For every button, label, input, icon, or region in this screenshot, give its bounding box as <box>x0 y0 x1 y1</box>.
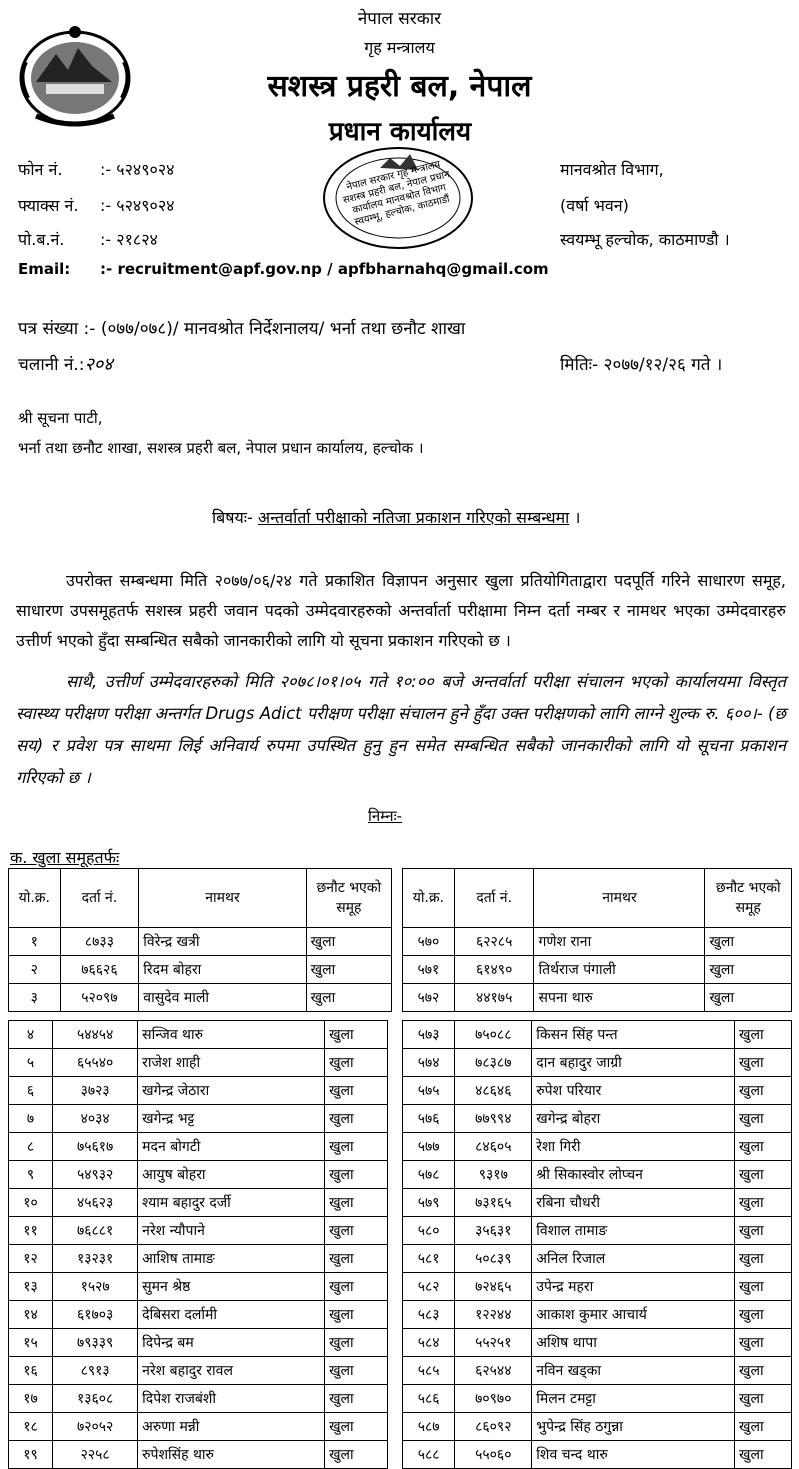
serial-cell: ५८७ <box>403 1413 455 1441</box>
serial-cell: ५७५ <box>403 1077 455 1105</box>
name-cell: रुपेश परियार <box>532 1077 735 1105</box>
group-cell: खुला <box>325 1329 388 1357</box>
reg-no-cell: ७५६१७ <box>53 1133 138 1161</box>
reg-no-cell: ६२५४४ <box>455 1357 532 1385</box>
name-cell: नविन खड्का <box>532 1357 735 1385</box>
name-cell: श्री सिकास्वोर लोप्चन <box>532 1161 735 1189</box>
name-cell: दिपेश राजबंशी <box>138 1385 325 1413</box>
table-row <box>403 1133 792 1161</box>
serial-cell: ६ <box>9 1077 53 1105</box>
reg-no-cell: ७२४६५ <box>455 1273 532 1301</box>
reg-no-cell: १२२४४ <box>455 1301 532 1329</box>
reg-no-cell: ४८६४६ <box>455 1077 532 1105</box>
serial-cell: ३ <box>9 984 61 1012</box>
col-serial: यो.क्र. <box>403 869 455 928</box>
seal-text: नेपाल सरकार गृह मन्त्रालय सशस्त्र प्रहरी बल, नेपाल प्रधान कार्यालय मानवश्रोत विभाग स्वयम्भू, हल्चोक, काठमाडौं <box>341 159 451 229</box>
table-row <box>9 1133 388 1161</box>
group-cell: खुला <box>325 1105 388 1133</box>
table-row <box>403 928 792 956</box>
group-cell: खुला <box>325 1301 388 1329</box>
subject-text: अन्तर्वार्ता परीक्षाको नतिजा प्रकाशन गरिएको सम्बन्धमा <box>257 508 570 527</box>
group-cell: खुला <box>325 1049 388 1077</box>
group-cell: खुला <box>325 1273 388 1301</box>
serial-cell: ५७१ <box>403 956 455 984</box>
phone-line <box>18 158 175 180</box>
reg-no-cell: ७९३३९ <box>53 1329 138 1357</box>
serial-cell: १६ <box>9 1357 53 1385</box>
serial-cell: १७ <box>9 1385 53 1413</box>
group-cell: खुला <box>325 1077 388 1105</box>
reg-no-cell: ७५०८८ <box>455 1021 532 1049</box>
group-cell: खुला <box>735 1077 792 1105</box>
fax-line <box>18 194 175 216</box>
email-label: Email: <box>18 260 71 278</box>
reg-no-cell: ७२०५२ <box>53 1413 138 1441</box>
serial-cell: १ <box>9 928 61 956</box>
serial-cell: ५८८ <box>403 1441 455 1469</box>
name-cell: विशाल तामाङ <box>532 1217 735 1245</box>
recipient-line1: श्री सूचना पाटी, <box>18 409 103 427</box>
table-row <box>403 1245 792 1273</box>
group-cell: खुला <box>306 984 391 1012</box>
group-cell: खुला <box>306 956 391 984</box>
serial-cell: ५८० <box>403 1217 455 1245</box>
reg-no-cell: १३२३१ <box>53 1245 138 1273</box>
reg-no-cell: ४०३४ <box>53 1105 138 1133</box>
col-serial: यो.क्र. <box>9 869 61 928</box>
email-line <box>18 260 549 278</box>
phone-number: :- ५२४९०२४ <box>100 160 175 179</box>
serial-cell: ९ <box>9 1161 53 1189</box>
group-cell: खुला <box>325 1217 388 1245</box>
reg-no-cell: ५५०६० <box>455 1441 532 1469</box>
serial-cell: ५७७ <box>403 1133 455 1161</box>
table-row <box>9 1189 388 1217</box>
name-cell: नरेश न्यौपाने <box>138 1217 325 1245</box>
name-cell: श्याम बहादुर दर्जी <box>138 1189 325 1217</box>
results-table-right-bottom <box>402 1020 792 1469</box>
table-row <box>9 1413 388 1441</box>
serial-cell: ५८४ <box>403 1329 455 1357</box>
group-cell: खुला <box>325 1133 388 1161</box>
results-table-right-top <box>402 868 792 1012</box>
name-cell: नरेश बहादुर रावल <box>138 1357 325 1385</box>
serial-cell: ५७८ <box>403 1161 455 1189</box>
reg-no-cell: ३७२३ <box>53 1077 138 1105</box>
table-row <box>403 1049 792 1077</box>
group-cell: खुला <box>735 1273 792 1301</box>
serial-cell: १८ <box>9 1413 53 1441</box>
group-cell: खुला <box>735 1385 792 1413</box>
name-cell: आशिष तामाङ <box>138 1245 325 1273</box>
letter-date: मितिः- २०७७/१२/२६ गते । <box>560 355 723 375</box>
dept-building: (वर्षा भवन) <box>560 196 629 215</box>
section-title: क. खुला समूहतर्फः <box>10 848 120 867</box>
group-cell: खुला <box>735 1301 792 1329</box>
name-cell: उपेन्द्र महरा <box>532 1273 735 1301</box>
reg-no-cell: २२५८ <box>53 1441 138 1469</box>
table-row <box>9 928 392 956</box>
name-cell: मदन बोगटी <box>138 1133 325 1161</box>
reg-no-cell: ७०९७० <box>455 1385 532 1413</box>
serial-cell: १५ <box>9 1329 53 1357</box>
name-cell: किसन सिंह पन्त <box>532 1021 735 1049</box>
reg-no-cell: ४५६२३ <box>53 1189 138 1217</box>
name-cell: आयुष बोहरा <box>138 1161 325 1189</box>
govt-name: नेपाल सरकार <box>357 9 442 29</box>
email-address[interactable]: :- recruitment@apf.gov.np / apfbharnahq@gmail.com <box>100 260 549 278</box>
name-cell: रबिना चौधरी <box>532 1189 735 1217</box>
col-group: छनौट भएको समूह <box>705 869 792 928</box>
table-row <box>403 1301 792 1329</box>
table-row <box>9 1021 388 1049</box>
table-row <box>9 1301 388 1329</box>
group-cell: खुला <box>705 956 792 984</box>
serial-cell: १२ <box>9 1245 53 1273</box>
pobox-label: पो.ब.नं. <box>18 230 65 249</box>
serial-cell: १४ <box>9 1301 53 1329</box>
table-row <box>403 984 792 1012</box>
group-cell: खुला <box>735 1049 792 1077</box>
table-row <box>9 1245 388 1273</box>
serial-cell: ५८१ <box>403 1245 455 1273</box>
group-cell: खुला <box>735 1189 792 1217</box>
table-row <box>403 1077 792 1105</box>
group-cell: खुला <box>735 1329 792 1357</box>
table-row <box>9 984 392 1012</box>
group-cell: खुला <box>705 984 792 1012</box>
fax-label: फ्याक्स नं. <box>18 196 79 215</box>
name-cell: आकाश कुमार आचार्य <box>532 1301 735 1329</box>
name-cell: अशिष थापा <box>532 1329 735 1357</box>
col-reg-no: दर्ता नं. <box>60 869 139 928</box>
name-cell: सुमन श्रेष्ठ <box>138 1273 325 1301</box>
reg-no-cell: १५२७ <box>53 1273 138 1301</box>
dispatch-line <box>18 352 113 376</box>
group-cell: खुला <box>735 1021 792 1049</box>
following-label: निम्नः- <box>368 807 403 825</box>
reg-no-cell: ३५६३१ <box>455 1217 532 1245</box>
group-cell: खुला <box>735 1357 792 1385</box>
table-row <box>403 1329 792 1357</box>
serial-cell: ११ <box>9 1217 53 1245</box>
results-table-left-bottom <box>8 1020 388 1469</box>
serial-cell: ५७९ <box>403 1189 455 1217</box>
name-cell: अरुणा मन्नी <box>138 1413 325 1441</box>
name-cell: खगेन्द्र भट्ट <box>138 1105 325 1133</box>
serial-cell: १० <box>9 1189 53 1217</box>
body-paragraph-1: उपरोक्त सम्बन्धमा मिति २०७७/०६/२४ गते प्रकाशित विज्ञापन अनुसार खुला प्रतियोगिताद्वारा पदपूर्ति गरिने साधारण समूह, साधारण उपसमूहतर्फ सशस्त्र प्रहरी जवान पदको उम्मेदवारहरुको अन्तर्वार्ता परीक्षामा निम्न दर्ता नम्बर र नामथर भएका उम्मेदवारहरु उत्तीर्ण भएको हुँदा सम्बन्धित सबैको जानकारीको लागि यो सूचना प्रकाशन गरिएको छ । <box>16 571 786 650</box>
subject-line <box>212 506 580 528</box>
reg-no-cell: ७७९९४ <box>455 1105 532 1133</box>
name-cell: राजेश शाही <box>138 1049 325 1077</box>
reg-no-cell: ८४६०५ <box>455 1133 532 1161</box>
name-cell: तिर्थराज पंगाली <box>534 956 705 984</box>
group-cell: खुला <box>325 1189 388 1217</box>
serial-cell: ७ <box>9 1105 53 1133</box>
table-row <box>403 1385 792 1413</box>
dispatch-number: २०४ <box>84 354 113 375</box>
name-cell: दान बहादुर जाग्री <box>532 1049 735 1077</box>
col-reg-no: दर्ता नं. <box>454 869 534 928</box>
table-row <box>403 1217 792 1245</box>
table-row <box>9 1385 388 1413</box>
table-row <box>403 956 792 984</box>
results-table-left-top <box>8 868 392 1012</box>
group-cell: खुला <box>735 1413 792 1441</box>
table-row <box>403 1021 792 1049</box>
group-cell: खुला <box>735 1245 792 1273</box>
reg-no-cell: ७६६२६ <box>60 956 139 984</box>
reg-no-cell: ९३१७ <box>455 1161 532 1189</box>
reg-no-cell: ५४९३२ <box>53 1161 138 1189</box>
nepal-emblem-icon <box>16 22 134 128</box>
table-row <box>9 1217 388 1245</box>
name-cell: खगेन्द्र जेठारा <box>138 1077 325 1105</box>
reg-no-cell: ६१४९० <box>454 956 534 984</box>
name-cell: खगेन्द्र बोहरा <box>532 1105 735 1133</box>
letter-number: पत्र संख्या :- (०७७/०७८)/ मानवश्रोत निर्देशनालय/ भर्ना तथा छनौट शाखा <box>18 319 466 339</box>
group-cell: खुला <box>306 928 391 956</box>
serial-cell: ५ <box>9 1049 53 1077</box>
name-cell: गणेश राना <box>534 928 705 956</box>
ministry-name: गृह मन्त्रालय <box>364 38 435 57</box>
serial-cell: ४ <box>9 1021 53 1049</box>
table-row <box>9 1441 388 1469</box>
serial-cell: ५७६ <box>403 1105 455 1133</box>
office-name: प्रधान कार्यालय <box>328 117 472 147</box>
reg-no-cell: ६१७०३ <box>53 1301 138 1329</box>
table-row <box>403 1105 792 1133</box>
reg-no-cell: ५०८३९ <box>455 1245 532 1273</box>
reg-no-cell: ७६८८१ <box>53 1217 138 1245</box>
reg-no-cell: ६२२८५ <box>454 928 534 956</box>
reg-no-cell: ८९१३ <box>53 1357 138 1385</box>
reg-no-cell: ७३१६५ <box>455 1189 532 1217</box>
serial-cell: ५७३ <box>403 1021 455 1049</box>
pobox-line <box>18 228 158 250</box>
col-group: छनौट भएको समूह <box>306 869 391 928</box>
group-cell: खुला <box>325 1021 388 1049</box>
serial-cell: ५८३ <box>403 1301 455 1329</box>
reg-no-cell: ८६०९२ <box>455 1413 532 1441</box>
group-cell: खुला <box>705 928 792 956</box>
table-row <box>9 1077 388 1105</box>
name-cell: रेशा गिरी <box>532 1133 735 1161</box>
serial-cell: ५८२ <box>403 1273 455 1301</box>
name-cell: सन्जिव थारु <box>138 1021 325 1049</box>
name-cell: सपना थारु <box>534 984 705 1012</box>
serial-cell: १९ <box>9 1441 53 1469</box>
reg-no-cell: ८७३३ <box>60 928 139 956</box>
serial-cell: ८ <box>9 1133 53 1161</box>
table-row <box>9 1049 388 1077</box>
serial-cell: १३ <box>9 1273 53 1301</box>
reg-no-cell: ५२०९७ <box>60 984 139 1012</box>
group-cell: खुला <box>325 1357 388 1385</box>
name-cell: अनिल रिजाल <box>532 1245 735 1273</box>
organization-name: सशस्त्र प्रहरी बल, नेपाल <box>267 69 532 104</box>
table-row <box>403 1189 792 1217</box>
group-cell: खुला <box>325 1385 388 1413</box>
recipient-line2: भर्ना तथा छनौट शाखा, सशस्त्र प्रहरी बल, नेपाल प्रधान कार्यालय, हल्चोक । <box>18 439 424 457</box>
table-row <box>9 1357 388 1385</box>
table-row <box>403 1161 792 1189</box>
table-row <box>9 1161 388 1189</box>
reg-no-cell: ७८३८७ <box>455 1049 532 1077</box>
body-paragraph-2: साथै, उत्तीर्ण उम्मेदवारहरुको मिति २०७८।०१।०५ गते १०:०० बजे अन्तर्वार्ता परीक्षा संचालन भएको कार्यालयमा विस्तृत स्वास्थ्य परीक्षण परीक्षा अन्तर्गत Drugs Adict परीक्षण परीक्षा संचालन हुने हुँदा उक्त परीक्षणको लागि लाग्ने शुल्क रु. ६००।- (छ सय) र प्रवेश पत्र साथमा लिई अनिवार्य रुपमा उपस्थित हुनु हुन समेत सम्बन्धित सबैको जानकारीको लागि यो सूचना प्रकाशन गरिएको छ । <box>16 672 786 787</box>
name-cell: शिव चन्द थारु <box>532 1441 735 1469</box>
dept-address: स्वयम्भू हल्चोक, काठमाण्डौ । <box>560 230 730 249</box>
name-cell: विरेन्द्र खत्री <box>139 928 306 956</box>
serial-cell: ५७२ <box>403 984 455 1012</box>
fax-number: :- ५२४९०२४ <box>100 196 175 215</box>
reg-no-cell: ६५५४० <box>53 1049 138 1077</box>
phone-label: फोन नं. <box>18 160 63 179</box>
name-cell: रुपेशसिंह थारु <box>138 1441 325 1469</box>
name-cell: रिदम बोहरा <box>139 956 306 984</box>
subject-end: । <box>569 508 581 527</box>
serial-cell: ५८६ <box>403 1385 455 1413</box>
col-name: नामथर <box>534 869 705 928</box>
group-cell: खुला <box>325 1161 388 1189</box>
group-cell: खुला <box>735 1161 792 1189</box>
reg-no-cell: ५४४५४ <box>53 1021 138 1049</box>
serial-cell: २ <box>9 956 61 984</box>
serial-cell: ५८५ <box>403 1357 455 1385</box>
table-row <box>403 1413 792 1441</box>
group-cell: खुला <box>735 1217 792 1245</box>
table-row <box>403 1441 792 1469</box>
name-cell: दिपेन्द्र बम <box>138 1329 325 1357</box>
table-row <box>9 1329 388 1357</box>
serial-cell: ५७४ <box>403 1049 455 1077</box>
serial-cell: ५७० <box>403 928 455 956</box>
subject-label: बिषयः- <box>212 508 258 527</box>
group-cell: खुला <box>735 1105 792 1133</box>
group-cell: खुला <box>325 1441 388 1469</box>
table-row <box>403 1273 792 1301</box>
reg-no-cell: ४४१७५ <box>454 984 534 1012</box>
reg-no-cell: १३६०८ <box>53 1385 138 1413</box>
office-seal <box>318 140 478 250</box>
table-row <box>9 956 392 984</box>
reg-no-cell: ५५२५१ <box>455 1329 532 1357</box>
dept-name: मानवश्रोत विभाग, <box>560 160 664 179</box>
group-cell: खुला <box>325 1245 388 1273</box>
table-row <box>9 1105 388 1133</box>
col-name: नामथर <box>139 869 306 928</box>
group-cell: खुला <box>735 1441 792 1469</box>
name-cell: देबिसरा दर्लामी <box>138 1301 325 1329</box>
pobox-number: :- २१८२४ <box>100 230 158 249</box>
name-cell: मिलन टमट्टा <box>532 1385 735 1413</box>
group-cell: खुला <box>325 1413 388 1441</box>
name-cell: भुपेन्द्र सिंह ठगुन्ना <box>532 1413 735 1441</box>
table-row <box>403 1357 792 1385</box>
dispatch-label: चलानी नं.: <box>18 355 85 375</box>
name-cell: वासुदेव माली <box>139 984 306 1012</box>
group-cell: खुला <box>735 1133 792 1161</box>
table-row <box>9 1273 388 1301</box>
